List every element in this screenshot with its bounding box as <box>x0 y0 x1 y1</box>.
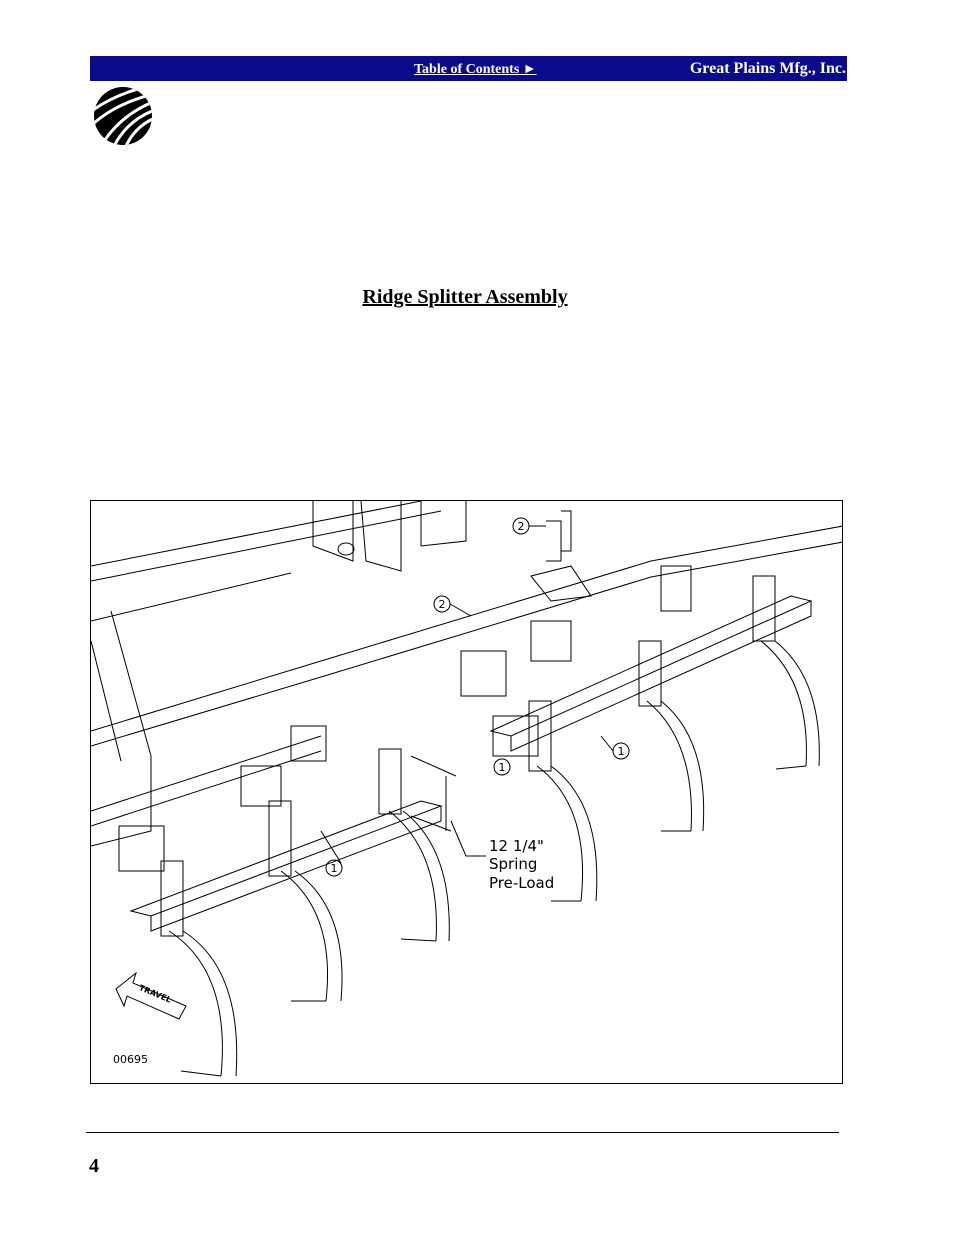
dimension-value: 12 1/4" <box>489 837 544 855</box>
page-title: Ridge Splitter Assembly <box>362 286 568 308</box>
callout-1-left: 1 <box>330 862 338 875</box>
callout-1-right: 1 <box>617 745 625 758</box>
page-number: 4 <box>89 1155 99 1177</box>
footer-rule <box>86 1132 839 1133</box>
figure-id: 00695 <box>113 1053 148 1066</box>
callout-2-lower: 2 <box>438 598 446 611</box>
callout-1-bracket: 1 <box>498 761 506 774</box>
great-plains-logo-icon <box>93 86 153 146</box>
dimension-label-preload: Pre-Load <box>489 874 555 892</box>
table-of-contents-link[interactable]: Table of Contents ► <box>414 62 537 77</box>
assembly-figure <box>90 500 843 1084</box>
company-name: Great Plains Mfg., Inc. <box>689 60 846 77</box>
dimension-label-spring: Spring <box>489 855 538 873</box>
travel-label: TRAVEL <box>137 983 173 1005</box>
callout-2-upper: 2 <box>517 520 525 533</box>
assembly-drawing <box>91 501 843 1084</box>
